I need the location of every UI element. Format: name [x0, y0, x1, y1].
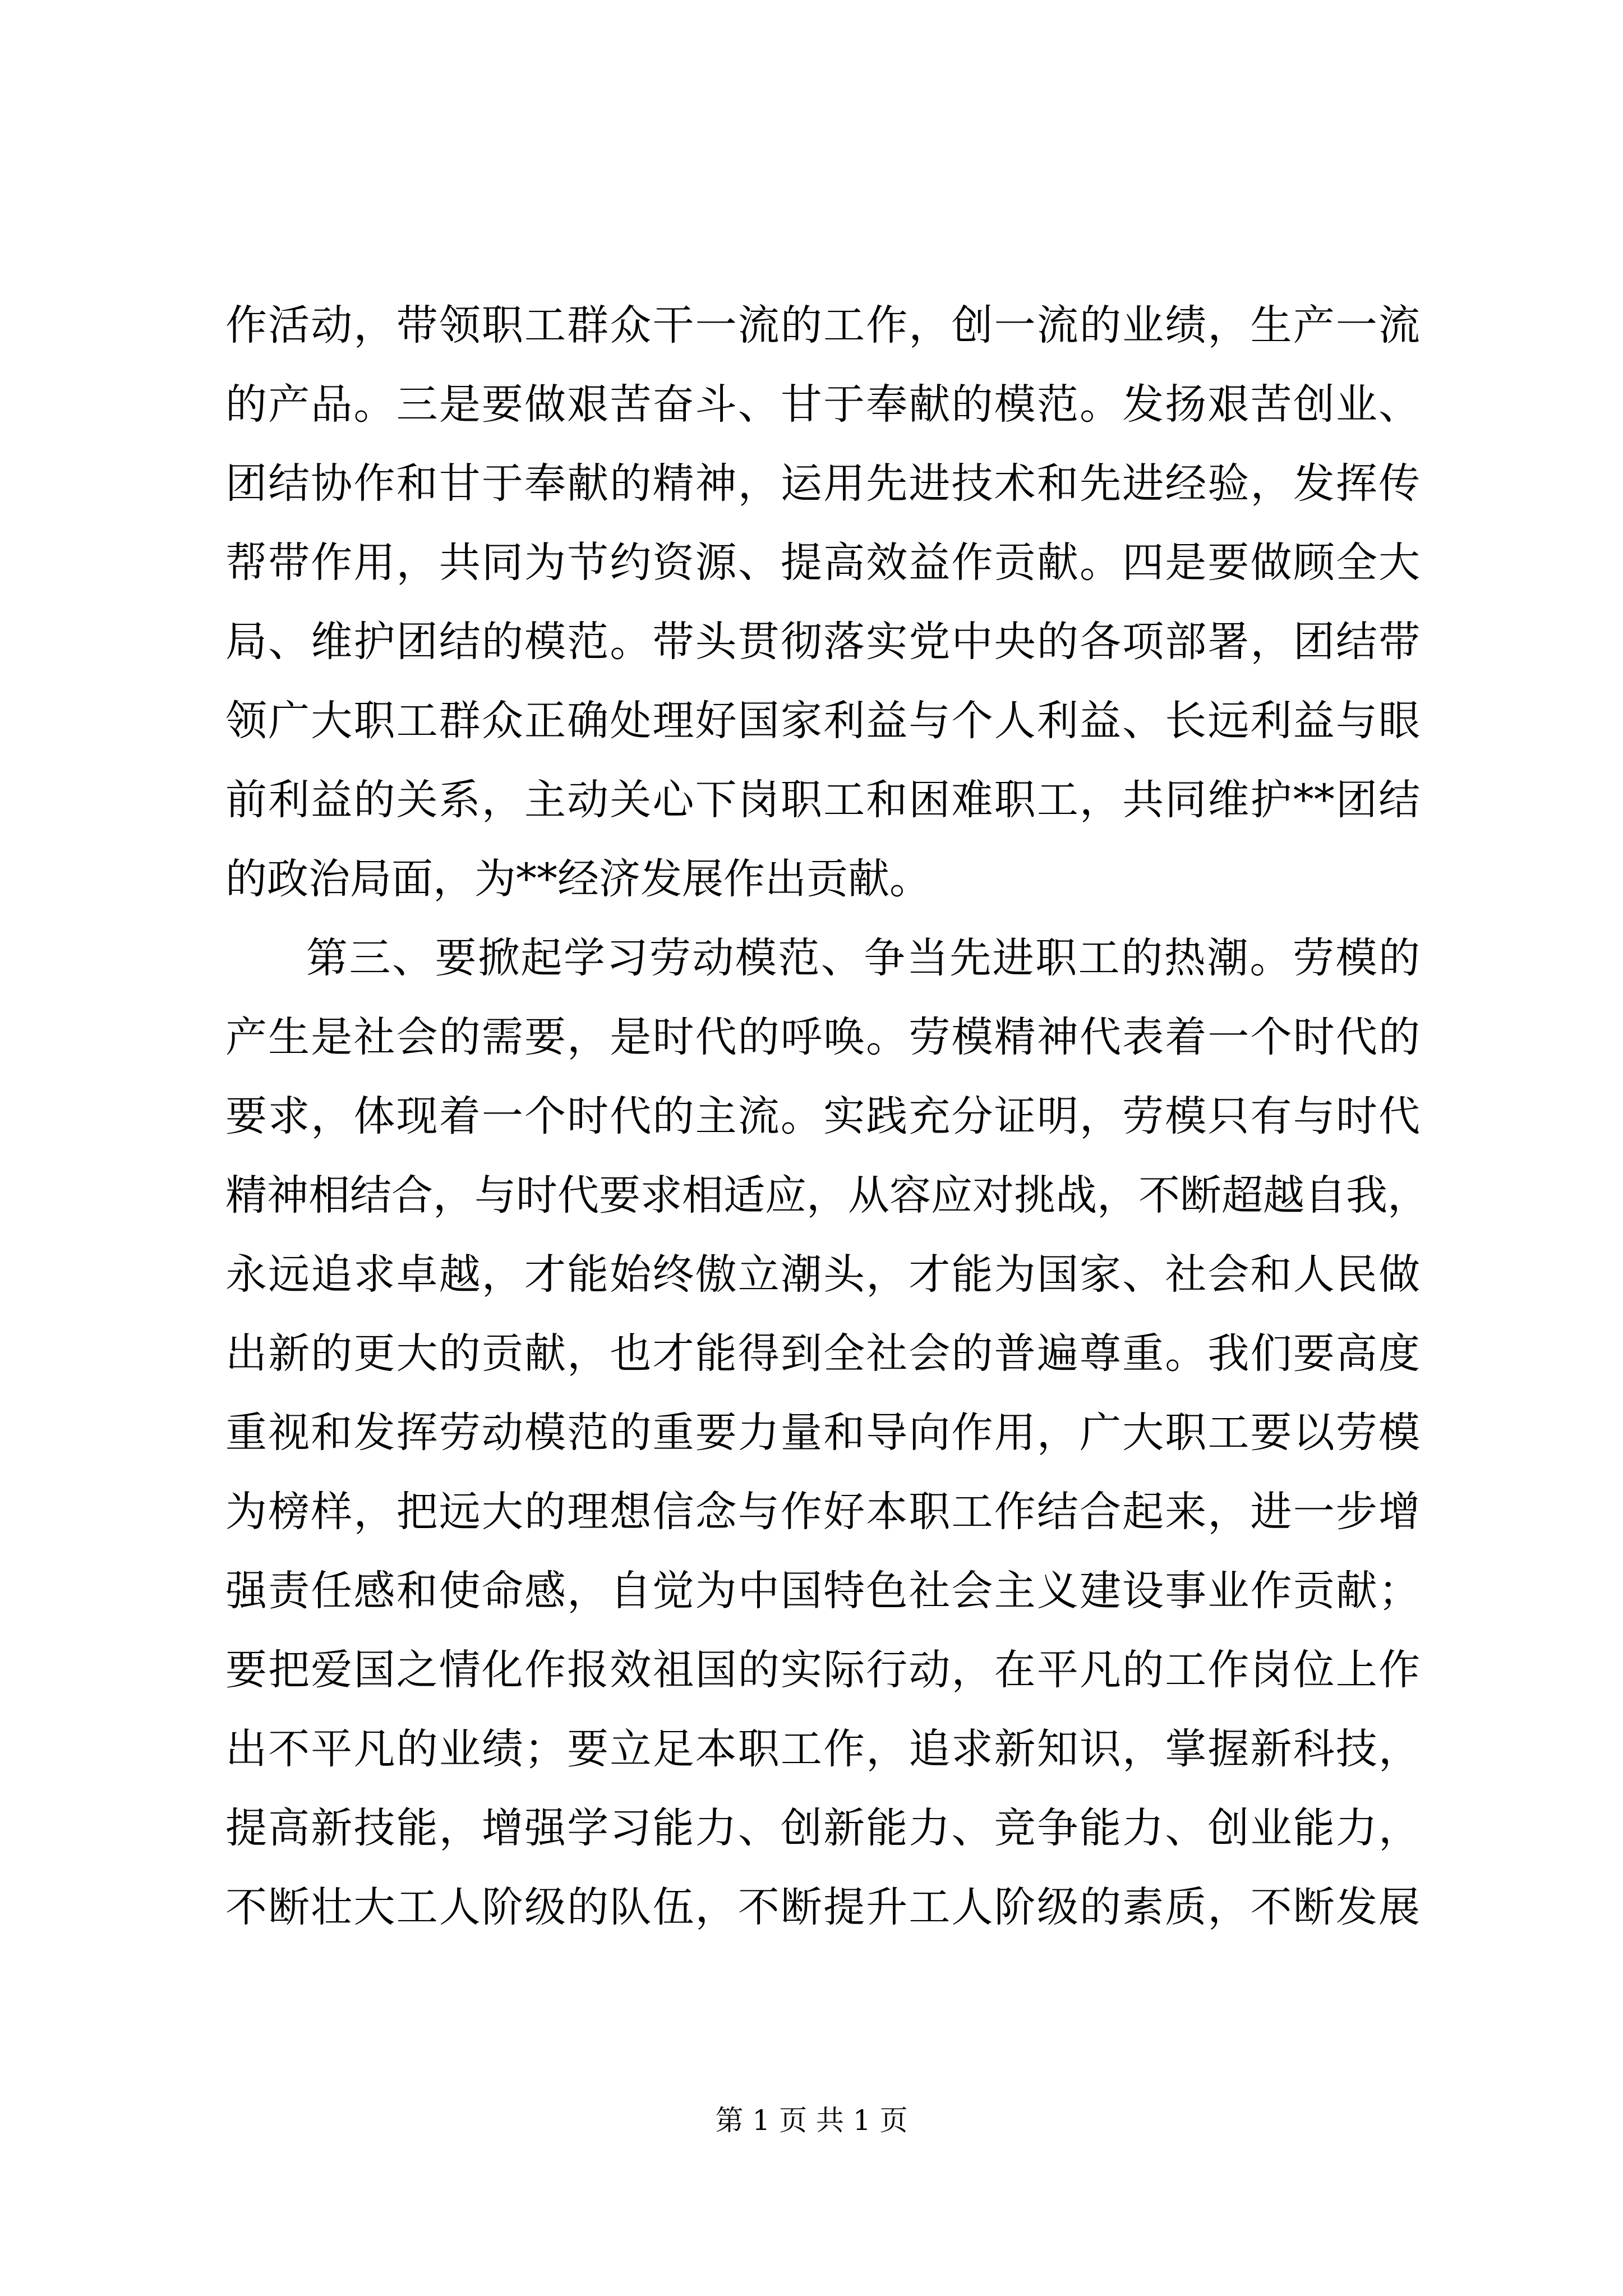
body-text-line: 永远追求卓越，才能始终傲立潮头，才能为国家、社会和人民做: [225, 1250, 1420, 1299]
body-text-line: 产生是社会的需要，是时代的呼唤。劳模精神代表着一个时代的: [225, 1013, 1420, 1061]
body-text-line: 出新的更大的贡献，也才能得到全社会的普遍尊重。我们要高度: [225, 1329, 1420, 1378]
body-text-line: 重视和发挥劳动模范的重要力量和导向作用，广大职工要以劳模: [225, 1409, 1420, 1457]
body-text-line: 强责任感和使命感，自觉为中国特色社会主义建设事业作贡献；: [225, 1567, 1420, 1615]
body-text-line: 精神相结合，与时代要求相适应，从容应对挑战，不断超越自我，: [225, 1171, 1429, 1220]
body-text-line: 领广大职工群众正确处理好国家利益与个人利益、长远利益与眼: [225, 697, 1420, 745]
body-text-line: 局、维护团结的模范。带头贯彻落实党中央的各项部署，团结带: [225, 618, 1420, 666]
body-text-line: 为榜样，把远大的理想信念与作好本职工作结合起来，进一步增: [225, 1488, 1420, 1536]
page-number-footer: 第 1 页 共 1 页: [715, 2104, 908, 2137]
body-text-line: 出不平凡的业绩；要立足本职工作，追求新知识，掌握新科技，: [225, 1725, 1420, 1773]
body-text-line: 帮带作用，共同为节约资源、提高效益作贡献。四是要做顾全大: [225, 539, 1420, 587]
body-text-line: 前利益的关系，主动关心下岗职工和困难职工，共同维护**团结: [225, 776, 1420, 824]
body-text-line: 团结协作和甘于奉献的精神，运用先进技术和先进经验，发挥传: [225, 459, 1420, 508]
body-text-line: 作活动，带领职工群众干一流的工作，创一流的业绩，生产一流: [225, 301, 1420, 349]
body-text-line: 要求，体现着一个时代的主流。实践充分证明，劳模只有与时代: [225, 1092, 1420, 1140]
body-text-line: 的政治局面，为**经济发展作出贡献。: [225, 855, 931, 903]
paragraph-first-line: 第三、要掀起学习劳动模范、争当先进职工的热潮。劳模的: [306, 934, 1420, 982]
body-text-line: 的产品。三是要做艰苦奋斗、甘于奉献的模范。发扬艰苦创业、: [225, 380, 1420, 429]
body-text-line: 提高新技能，增强学习能力、创新能力、竞争能力、创业能力，: [225, 1804, 1420, 1852]
body-text-line: 要把爱国之情化作报效祖国的实际行动，在平凡的工作岗位上作: [225, 1646, 1420, 1694]
body-text-line: 不断壮大工人阶级的队伍，不断提升工人阶级的素质，不断发展: [225, 1883, 1420, 1931]
